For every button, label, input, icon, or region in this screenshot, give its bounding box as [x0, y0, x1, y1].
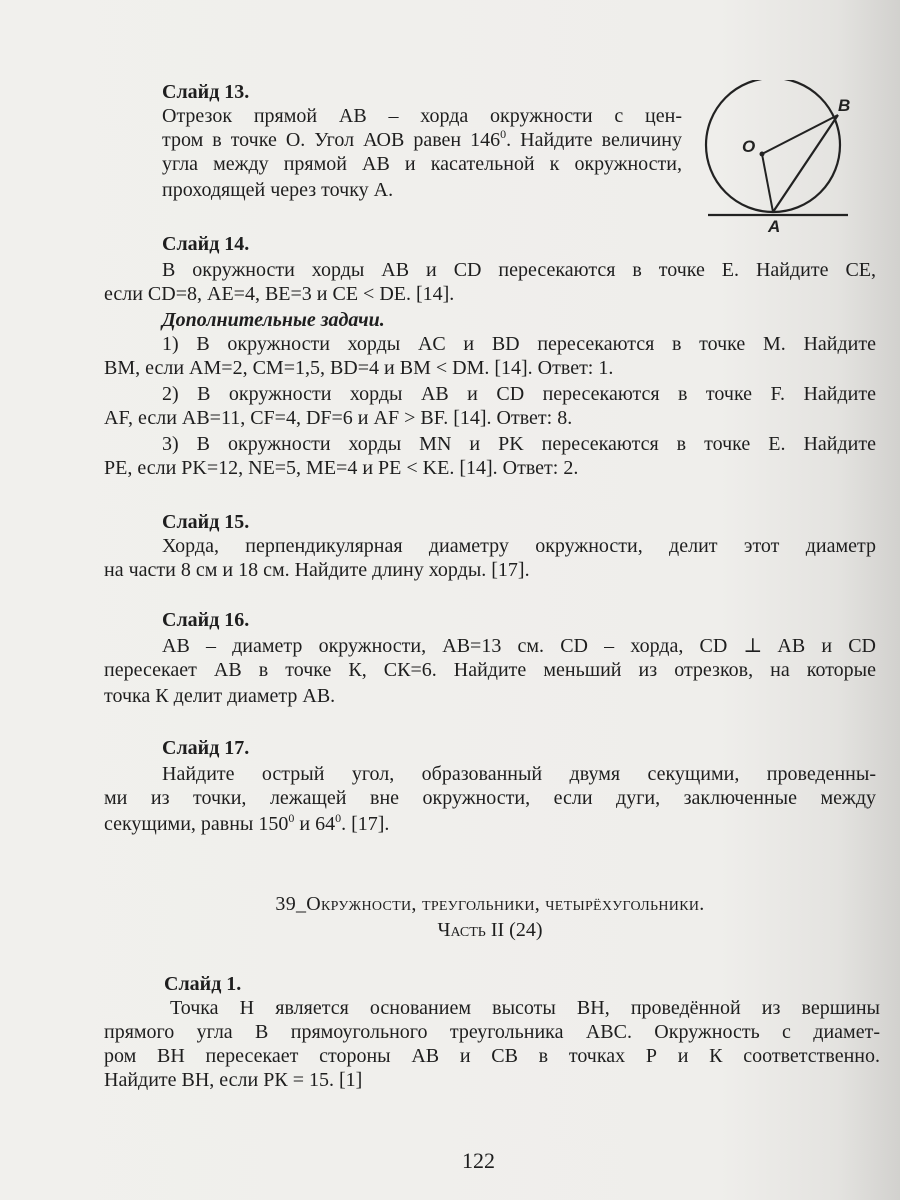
center-point [760, 152, 765, 157]
label-b: B [838, 96, 851, 115]
task2-line2: AF, если AB=11, CF=4, DF=6 и AF > BF. [14]. Ответ: 8. [104, 407, 573, 429]
slide1-line2: прямого угла В прямоугольного треугольника АВС. Окружность с диамет- [104, 1021, 880, 1043]
slide13-line2: тром в точке О. Угол АОВ равен $146^0$. Найдите величину [162, 127, 682, 151]
slide13-line3: угла между прямой АВ и касательной к окружности, [162, 153, 682, 175]
slide14-line2: если CD=8, АЕ=4, ВЕ=3 и СЕ < DE. [14]. [104, 283, 455, 305]
slide16-heading: Слайд 16. [162, 609, 250, 631]
radius-oa [762, 154, 773, 212]
slide17-line2: ми из точки, лежащей вне окружности, если дуги, заключенные между [104, 787, 876, 809]
slide16-line2: пересекает АВ в точке К, СК=6. Найдите меньший из отрезков, на которые [104, 659, 876, 681]
slide17-line1: Найдите острый угол, образованный двумя секущими, проведенны- [162, 763, 876, 785]
circle-tangent-figure [698, 80, 868, 240]
section-title-line2: Часть II (24) [437, 919, 543, 941]
slide1-heading: Слайд 1. [164, 973, 242, 995]
circle-shape [706, 80, 840, 212]
chord-ab [773, 115, 838, 212]
slide1-line4: Найдите ВН, если РК = 15. [1] [104, 1069, 363, 1091]
slide1-line3: ром ВН пересекает стороны АВ и СВ в точках Р и К соответственно. [104, 1045, 880, 1067]
task1-line1: 1) В окружности хорды AC и BD пересекаются в точке M. Найдите [162, 333, 876, 355]
extra-tasks-heading: Дополнительные задачи. [162, 309, 385, 331]
section-title-line1: 39_Окружности, треугольники, четырёхугольники. [275, 893, 705, 915]
task1-line2: BM, если AM=2, CM=1,5, BD=4 и BM < DM. [14]. Ответ: 1. [104, 357, 614, 379]
radius-ob [762, 115, 838, 154]
slide13-line1: Отрезок прямой АВ – хорда окружности с цен- [162, 105, 682, 127]
task2-line1: 2) В окружности хорды AB и CD пересекаются в точке F. Найдите [162, 383, 876, 405]
slide15-line1: Хорда, перпендикулярная диаметру окружности, делит этот диаметр [162, 535, 876, 557]
slide17-line3: секущими, равны $150^0$ и $64^0$. [17]. [104, 811, 390, 835]
page-number: 122 [462, 1148, 495, 1173]
slide13-heading: Слайд 13. [162, 81, 250, 103]
perpendicular-symbol: ⊥ [743, 635, 763, 657]
slide17-heading: Слайд 17. [162, 737, 250, 759]
task3-line1: 3) В окружности хорды MN и PK пересекаются в точке E. Найдите [162, 433, 876, 455]
slide16-line3: точка К делит диаметр АВ. [104, 685, 336, 707]
label-a: A [768, 217, 781, 236]
slide13-line4: проходящей через точку А. [162, 179, 394, 201]
slide14-heading: Слайд 14. [162, 233, 250, 255]
slide16-line1: АВ – диаметр окружности, АВ=13 см. CD – хорда, CD ⊥ AB и CD [162, 635, 876, 657]
task3-line2: PE, если PK=12, NE=5, ME=4 и PE < KE. [14]. Ответ: 2. [104, 457, 579, 479]
slide15-heading: Слайд 15. [162, 511, 250, 533]
slide1-line1: Точка Н является основанием высоты ВН, проведённой из вершины [170, 997, 880, 1019]
slide14-line1: В окружности хорды AB и CD пересекаются в точке Е. Найдите СЕ, [162, 259, 876, 281]
slide15-line2: на части 8 см и 18 см. Найдите длину хорды. [17]. [104, 559, 530, 581]
label-o: O [742, 137, 756, 156]
